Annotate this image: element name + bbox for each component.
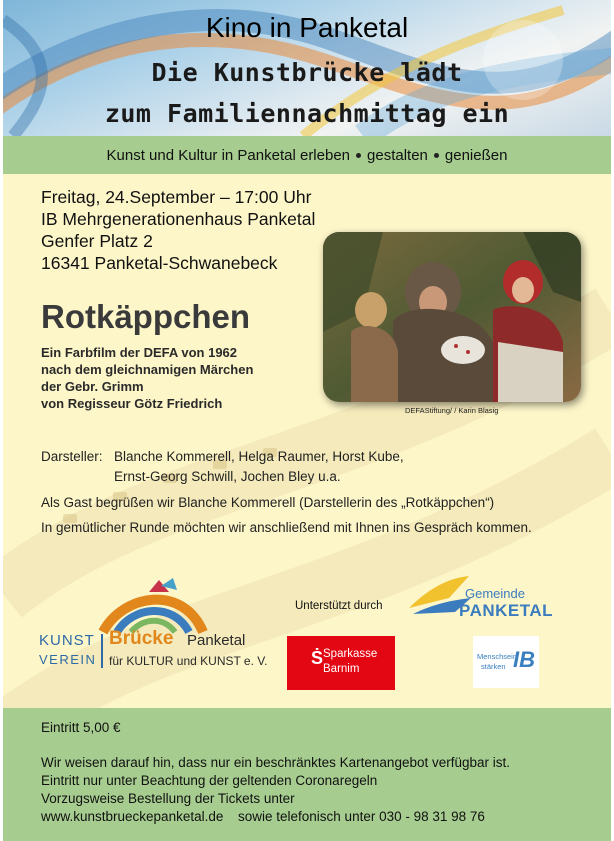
cast-line-2: Ernst-Georg Schwill, Jochen Bley u.a. xyxy=(114,469,341,484)
main-content xyxy=(3,174,611,708)
film-title: Rotkäppchen xyxy=(41,298,251,335)
kunstverein-divider xyxy=(101,634,103,668)
supported-by-label: Unterstützt durch xyxy=(295,600,383,612)
tagline-part-1: Kunst und Kultur in Panketal erleben xyxy=(106,146,351,164)
header-subtitle-2: zum Familiennachmittag ein xyxy=(104,99,510,128)
tagline-part-3: genießen xyxy=(444,146,508,164)
guest-note: Als Gast begrüßen wir Blanche Kommerell (Darstellerin des „Rotkäppchen“) xyxy=(41,495,495,510)
sparkasse-logo xyxy=(287,636,395,690)
bullet-dot-icon xyxy=(434,153,439,158)
kunstverein-panketal: Panketal xyxy=(187,632,246,649)
film-desc-line: der Gebr. Grimm xyxy=(41,379,144,394)
kunstverein-kunst: KUNST xyxy=(39,632,95,649)
tagline-part-2: gestalten xyxy=(367,146,428,164)
tagline-band xyxy=(3,136,611,174)
film-desc-line: von Regisseur Götz Friedrich xyxy=(41,396,223,411)
website-link[interactable]: www.kunstbrueckepanketal.de xyxy=(41,809,224,824)
photo-credit: DEFAStiftung/ / Karin Blasig xyxy=(405,406,499,415)
film-still-image xyxy=(323,232,581,402)
poster xyxy=(3,0,611,841)
footer-contact xyxy=(41,809,485,824)
cast-line-1: Blanche Kommerell, Helga Raumer, Horst Kube, xyxy=(114,449,404,464)
event-street: Genfer Platz 2 xyxy=(41,231,153,251)
header-banner xyxy=(3,0,611,136)
entry-price: Eintritt 5,00 € xyxy=(41,720,121,735)
gemeinde-panketal-label: PANKETAL xyxy=(459,601,554,620)
talk-note: In gemütlicher Runde möchten wir anschließend mit Ihnen ins Gespräch kommen. xyxy=(41,520,532,535)
ib-mark-icon: IB xyxy=(513,647,535,672)
ib-logo xyxy=(473,636,539,688)
footer-note-2: Eintritt nur unter Beachtung der geltenden Coronaregeln xyxy=(41,773,378,788)
film-desc-line: Ein Farbfilm der DEFA von 1962 xyxy=(41,345,238,360)
event-city: 16341 Panketal-Schwanebeck xyxy=(41,253,278,273)
kunstverein-subtitle: für KULTUR und KUNST e. V. xyxy=(109,654,268,668)
bullet-dot-icon xyxy=(356,153,361,158)
header-subtitle-1: Die Kunstbrücke lädt xyxy=(151,58,463,87)
cast-list xyxy=(41,447,404,487)
footer-note-3: Vorzugsweise Bestellung der Tickets unter xyxy=(41,791,295,806)
gemeinde-label: Gemeinde xyxy=(465,586,525,601)
film-still-photo xyxy=(323,232,581,402)
event-date-time: Freitag, 24.September – 17:00 Uhr xyxy=(41,187,312,207)
kunstverein-bruecke: Brücke xyxy=(109,628,174,649)
phone-info: sowie telefonisch unter 030 - 98 31 98 76 xyxy=(238,809,485,824)
event-details xyxy=(41,186,315,274)
sparkasse-s-icon: Ṡ xyxy=(311,648,324,668)
footer-note-1: Wir weisen darauf hin, dass nur ein beschränktes Kartenangebot verfügbar ist. xyxy=(41,755,511,770)
film-desc-line: nach dem gleichnamigen Märchen xyxy=(41,362,254,377)
header-title: Kino in Panketal xyxy=(205,12,409,43)
event-venue: IB Mehrgenerationenhaus Panketal xyxy=(41,209,316,229)
cast-label: Darsteller: xyxy=(41,449,103,464)
sparkasse-name: Sparkasse xyxy=(323,648,378,660)
sparkasse-city: Barnim xyxy=(323,663,360,675)
ib-staerken: stärken xyxy=(481,662,506,671)
ib-menschsein: Menschsein xyxy=(477,652,518,661)
kunstverein-verein: VEREIN xyxy=(39,652,97,667)
footer-band xyxy=(3,708,611,841)
film-description xyxy=(41,344,253,412)
